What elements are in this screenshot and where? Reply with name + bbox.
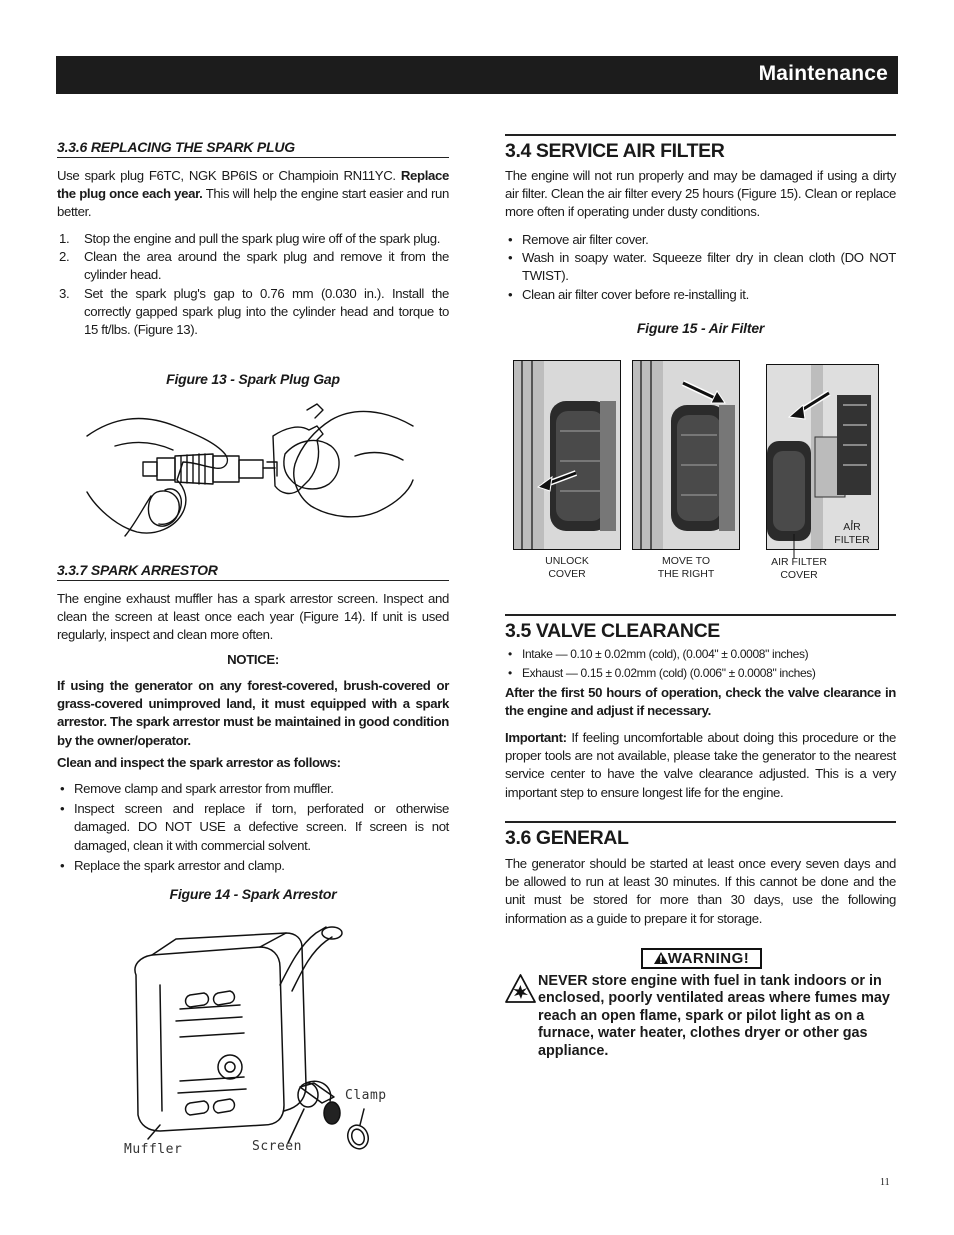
spark-plug-intro-tail: This will help the engine start easier and run better. — [57, 186, 450, 220]
air-filter-bullets — [505, 231, 896, 304]
figure-15-caption: Figure 15 - Air Filter — [636, 320, 765, 336]
spark-arrestor-heading: 3.3.7 SPARK ARRESTOR — [57, 562, 449, 581]
label-line: COVER — [780, 569, 818, 581]
unlock-cover-label — [530, 555, 604, 581]
list-item: • Replace the spark arrestor and clamp. — [57, 857, 449, 875]
air-filter-photo-move — [632, 360, 740, 550]
spark-plug-intro — [57, 167, 449, 222]
warning-triangle-icon — [654, 952, 668, 964]
arrestor-intro: The engine exhaust muffler has a spark arrestor screen. Inspect and clean the screen at least once each year (Figure 14). If unit is used regularly, inspect and clean more often. — [57, 591, 449, 643]
step-item — [57, 248, 449, 284]
list-item: • Remove clamp and spark arrestor from muffler. — [57, 780, 449, 798]
label-line: AIR — [843, 521, 861, 533]
spark-plug-heading: 3.3.6 REPLACING THE SPARK PLUG — [57, 139, 449, 158]
step-number: 2. — [59, 249, 70, 265]
arrestor-bullets — [57, 780, 449, 875]
spark-plug-intro-bold: Replace the plug once each year. — [57, 168, 449, 202]
figure-13-caption: Figure 13 - Spark Plug Gap — [166, 371, 340, 387]
air-filter-intro: The engine will not run properly and may be damaged if using a dirty air filter. Clean the air filter every 25 hours (Figure 15). Clean or replace more often if operating under dusty conditions. — [505, 168, 896, 220]
warning-badge — [641, 948, 762, 969]
list-item: • Intake — 0.10 ± 0.02mm (cold), (0.004" ± 0.0008" inches) — [505, 645, 896, 664]
list-item: • Exhaust — 0.15 ± 0.02mm (cold) (0.006" ± 0.0008" inches) — [505, 664, 896, 683]
air-filter-photo-unlock — [513, 360, 621, 550]
valve-bullets — [505, 645, 896, 683]
spark-arrestor-figure — [120, 925, 410, 1155]
list-item: • Wash in soapy water. Squeeze filter dry in clean cloth (DO NOT TWIST). — [505, 249, 896, 285]
page-title: Maintenance — [758, 62, 888, 85]
figure-14-caption: Figure 14 - Spark Arrestor — [169, 886, 337, 902]
clean-inspect-label: Clean and inspect the spark arrestor as follows: — [57, 755, 341, 770]
air-filter-label — [824, 521, 880, 547]
notice-text: If using the generator on any forest-covered, brush-covered or grass-covered unimproved land, it must equipped with a spark arrestor. The spark arrestor must be maintained in good condition by the owner/operator. — [57, 678, 449, 748]
label-line: FILTER — [834, 534, 870, 546]
list-item: • Inspect screen and replace if torn, perforated or otherwise damaged. DO NOT USE a defective screen. If screen is not damaged, clean it with commercial solvent. — [57, 800, 449, 855]
screen-label: Screen — [252, 1139, 302, 1154]
valve-important-text — [505, 729, 896, 802]
list-item: • Clean air filter cover before re-installing it. — [505, 286, 896, 304]
explosion-hazard-icon — [505, 974, 536, 1004]
step-text: Set the spark plug's gap to 0.76 mm (0.030 in.). Install the correctly gapped spark plug into the cylinder head and torque to 15 ft/lbs. (Figure 13). — [84, 285, 449, 338]
air-filter-heading: 3.4 SERVICE AIR FILTER — [505, 134, 896, 163]
general-heading: 3.6 GENERAL — [505, 821, 896, 850]
spark-plug-intro-text: Use spark plug F6TC, NGK BP6IS or Champioin RN11YC. — [57, 168, 401, 183]
warning-text: NEVER store engine with fuel in tank indoors or in enclosed, poorly ventilated areas where fumes may reach an open flame, spark or pilot light as on a furnace, water heater, clothes dryer or other gas appliance. — [538, 973, 890, 1059]
label-line: UNLOCK — [545, 555, 589, 567]
label-line: AIR FILTER — [771, 556, 827, 568]
step-text: Clean the area around the spark plug and remove it from the cylinder head. — [84, 249, 449, 283]
muffler-label: Muffler — [124, 1142, 183, 1157]
header-bar — [56, 56, 898, 94]
page-number: 11 — [880, 1177, 890, 1188]
step-text: Stop the engine and pull the spark plug wire off of the spark plug. — [84, 231, 441, 246]
warning-badge-text: WARNING! — [667, 950, 750, 967]
step-item — [57, 230, 449, 248]
label-line: COVER — [548, 568, 586, 580]
valve-check-text: After the first 50 hours of operation, check the valve clearance in the engine and adjust if necessary. — [505, 685, 896, 719]
important-body: If feeling uncomfortable about doing this procedure or the proper tools are not available, please take the generator to the nearest service center to have the valve clearance adjusted. This is a very important step to ensure longest life for the engine. — [505, 730, 896, 800]
label-line: THE RIGHT — [657, 568, 715, 580]
notice-label: NOTICE: — [227, 652, 279, 667]
valve-clearance-heading: 3.5 VALVE CLEARANCE — [505, 614, 896, 643]
list-item: • Remove air filter cover. — [505, 231, 896, 249]
air-filter-cover-label — [761, 556, 837, 582]
step-number: 3. — [59, 285, 70, 301]
step-number: 1. — [59, 231, 70, 246]
important-label: Important: — [505, 730, 567, 745]
step-item — [57, 285, 449, 340]
clamp-label: Clamp — [345, 1088, 387, 1103]
spark-plug-gap-figure — [85, 396, 415, 548]
label-line: MOVE TO — [661, 555, 711, 567]
spark-plug-steps — [57, 230, 449, 339]
move-right-label — [645, 555, 727, 581]
general-text: The generator should be started at least once every seven days and be allowed to run at least 30 minutes. If this cannot be done and the unit must be stored for more than 30 days, use the following information as a guide to prepare it for storage. — [505, 856, 896, 926]
